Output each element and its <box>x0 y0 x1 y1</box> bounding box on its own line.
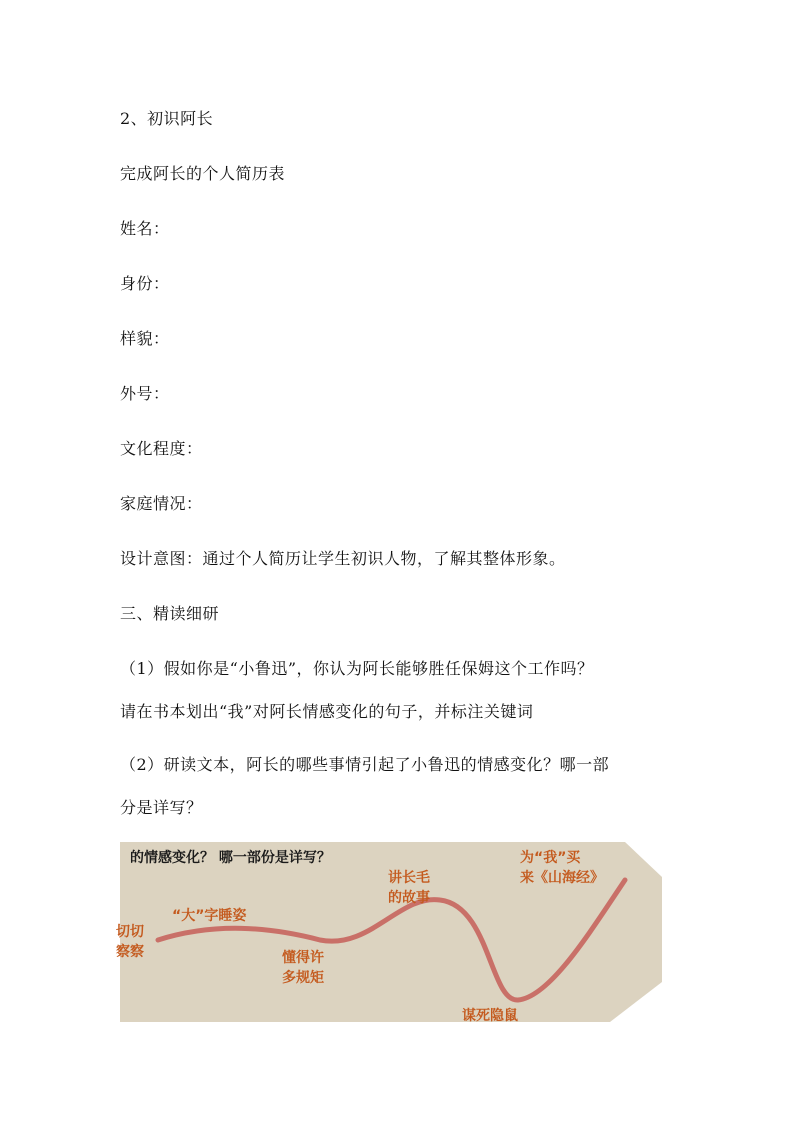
label-cha-cha: 察察 <box>116 944 144 960</box>
label-duo-gui-ju: 多规矩 <box>282 970 324 986</box>
emotion-curve-figure <box>116 842 662 1024</box>
field-identity: 身份： <box>120 274 170 293</box>
label-da-zi-shui-zi: “大”字睡姿 <box>172 908 247 924</box>
task-instruction: 完成阿长的个人简历表 <box>120 164 286 183</box>
section-heading-jing-du: 三、精读细研 <box>120 604 220 623</box>
field-nickname: 外号： <box>120 384 170 403</box>
label-de-gu-shi: 的故事 <box>388 890 430 906</box>
field-name: 姓名： <box>120 219 170 238</box>
label-qie-qie: 切切 <box>116 924 144 940</box>
question-2: （2）研读文本，阿长的哪些事情引起了小鲁迅的情感变化？哪一部 <box>120 755 610 774</box>
question-1-instruction: 请在书本划出“我”对阿长情感变化的句子，并标注关键词 <box>120 702 534 721</box>
figure-heading: 的情感变化？ 哪一部份是详写？ <box>130 850 331 866</box>
label-mou-si-yin-shu: 谋死隐鼠 <box>462 1008 518 1024</box>
question-1: （1）假如你是“小鲁迅”，你认为阿长能够胜任保姆这个工作吗？ <box>120 659 594 678</box>
label-wei-wo-mai: 为“我”买 <box>520 850 581 866</box>
label-shan-hai-jing: 来《山海经》 <box>520 870 604 886</box>
label-dong-de-xu: 懂得许 <box>282 950 324 966</box>
design-intent: 设计意图：通过个人简历让学生初识人物，了解其整体形象。 <box>120 549 566 568</box>
field-education: 文化程度： <box>120 439 203 458</box>
section-heading-chu-shi-a-chang: 2、初识阿长 <box>120 109 214 128</box>
field-appearance: 样貌： <box>120 329 170 348</box>
label-jiang-chang-mao: 讲长毛 <box>388 870 430 886</box>
field-family: 家庭情况： <box>120 494 203 513</box>
emotion-curve-svg <box>116 842 662 1024</box>
question-2-continued: 分是详写？ <box>120 798 203 817</box>
